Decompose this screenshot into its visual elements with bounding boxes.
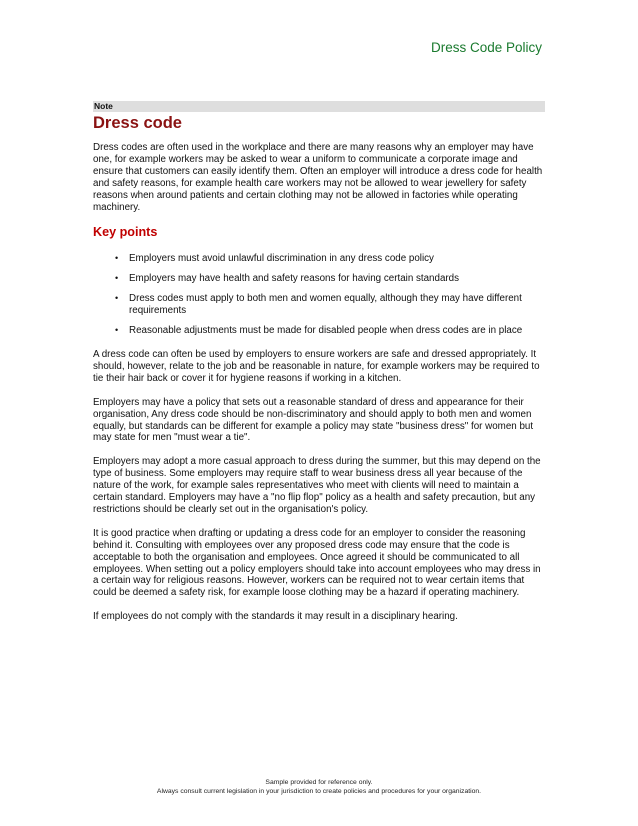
body-paragraph: Employers may adopt a more casual approach to dress during the summer, but this may depend on the type of business. Some employers may require staff to wear business dress all year because of the nature of the work, for example sales representatives who meet with clients will need to maintain a certain standard. Employers may have a "no flip flop" policy as a health and safety precaution, but any restrictions should be clearly set out in the organisation's policy. — [93, 456, 541, 515]
footer-disclaimer: Sample provided for reference only. — [265, 779, 373, 786]
footer-legal-note: Always consult current legislation in your jurisdiction to create policies and procedures for your organization. — [156, 788, 482, 795]
body-paragraph: A dress code can often be used by employers to ensure workers are safe and dressed appropriately. It should, however, relate to the job and be reasonable in nature, for example workers may be required to tie their hair back or cover it for hygiene reasons if working in a kitchen. — [93, 348, 540, 384]
list-item — [115, 325, 548, 337]
bullet-icon: • — [115, 273, 119, 284]
list-item — [115, 253, 548, 265]
list-item — [115, 273, 548, 285]
list-item-text: Dress codes must apply to both men and women equally, although they may have different requirements — [129, 293, 522, 317]
bullet-icon: • — [115, 293, 119, 304]
document-header-title: Dress Code Policy — [430, 40, 542, 55]
note-label: Note — [94, 101, 113, 111]
document-body — [93, 142, 548, 635]
bullet-icon: • — [115, 325, 119, 336]
key-points-heading: Key points — [93, 225, 158, 240]
list-item-text: Reasonable adjustments must be made for disabled people when dress codes are in place — [129, 325, 523, 337]
body-paragraph: If employees do not comply with the standards it may result in a disciplinary hearing. — [93, 611, 458, 623]
note-bar — [93, 101, 545, 112]
list-item — [115, 293, 548, 317]
list-item-text: Employers must avoid unlawful discrimination in any dress code policy — [129, 253, 434, 265]
bullet-icon: • — [115, 253, 119, 264]
list-item-text: Employers may have health and safety reasons for having certain standards — [129, 273, 460, 285]
intro-paragraph: Dress codes are often used in the workplace and there are many reasons why an employer may have one, for example workers may be asked to wear a uniform to communicate a corporate image and ensure that customers can easily identify them. Often an employer will introduce a dress code for health and safety reasons, for example health care workers may not be allowed to wear jewellery for safety reasons when around patients and certain clothing may not be allowed in factories while operating machinery. — [93, 142, 543, 213]
body-paragraph: Employers may have a policy that sets out a reasonable standard of dress and appearance for their organisation, Any dress code should be non-discriminatory and should apply to both men and women equally, but standards can be different for example a policy may state "business dress" for women but may state for men "must wear a tie". — [93, 396, 534, 444]
page-title: Dress code — [93, 114, 182, 132]
body-paragraph: It is good practice when drafting or updating a dress code for an employer to consider the reasoning behind it. Consulting with employees over any proposed dress code may ensure that the code is acceptable to both the organisation and employees. Once agreed it should be communicated to all employees. When setting out a policy employers should take into account employees who may dress in a certain way for religious reasons. However, workers can be required not to wear certain items that could be deemed a safety risk, for example loose clothing may be a hazard if operating machinery. — [93, 527, 541, 599]
key-points-list — [93, 253, 548, 337]
